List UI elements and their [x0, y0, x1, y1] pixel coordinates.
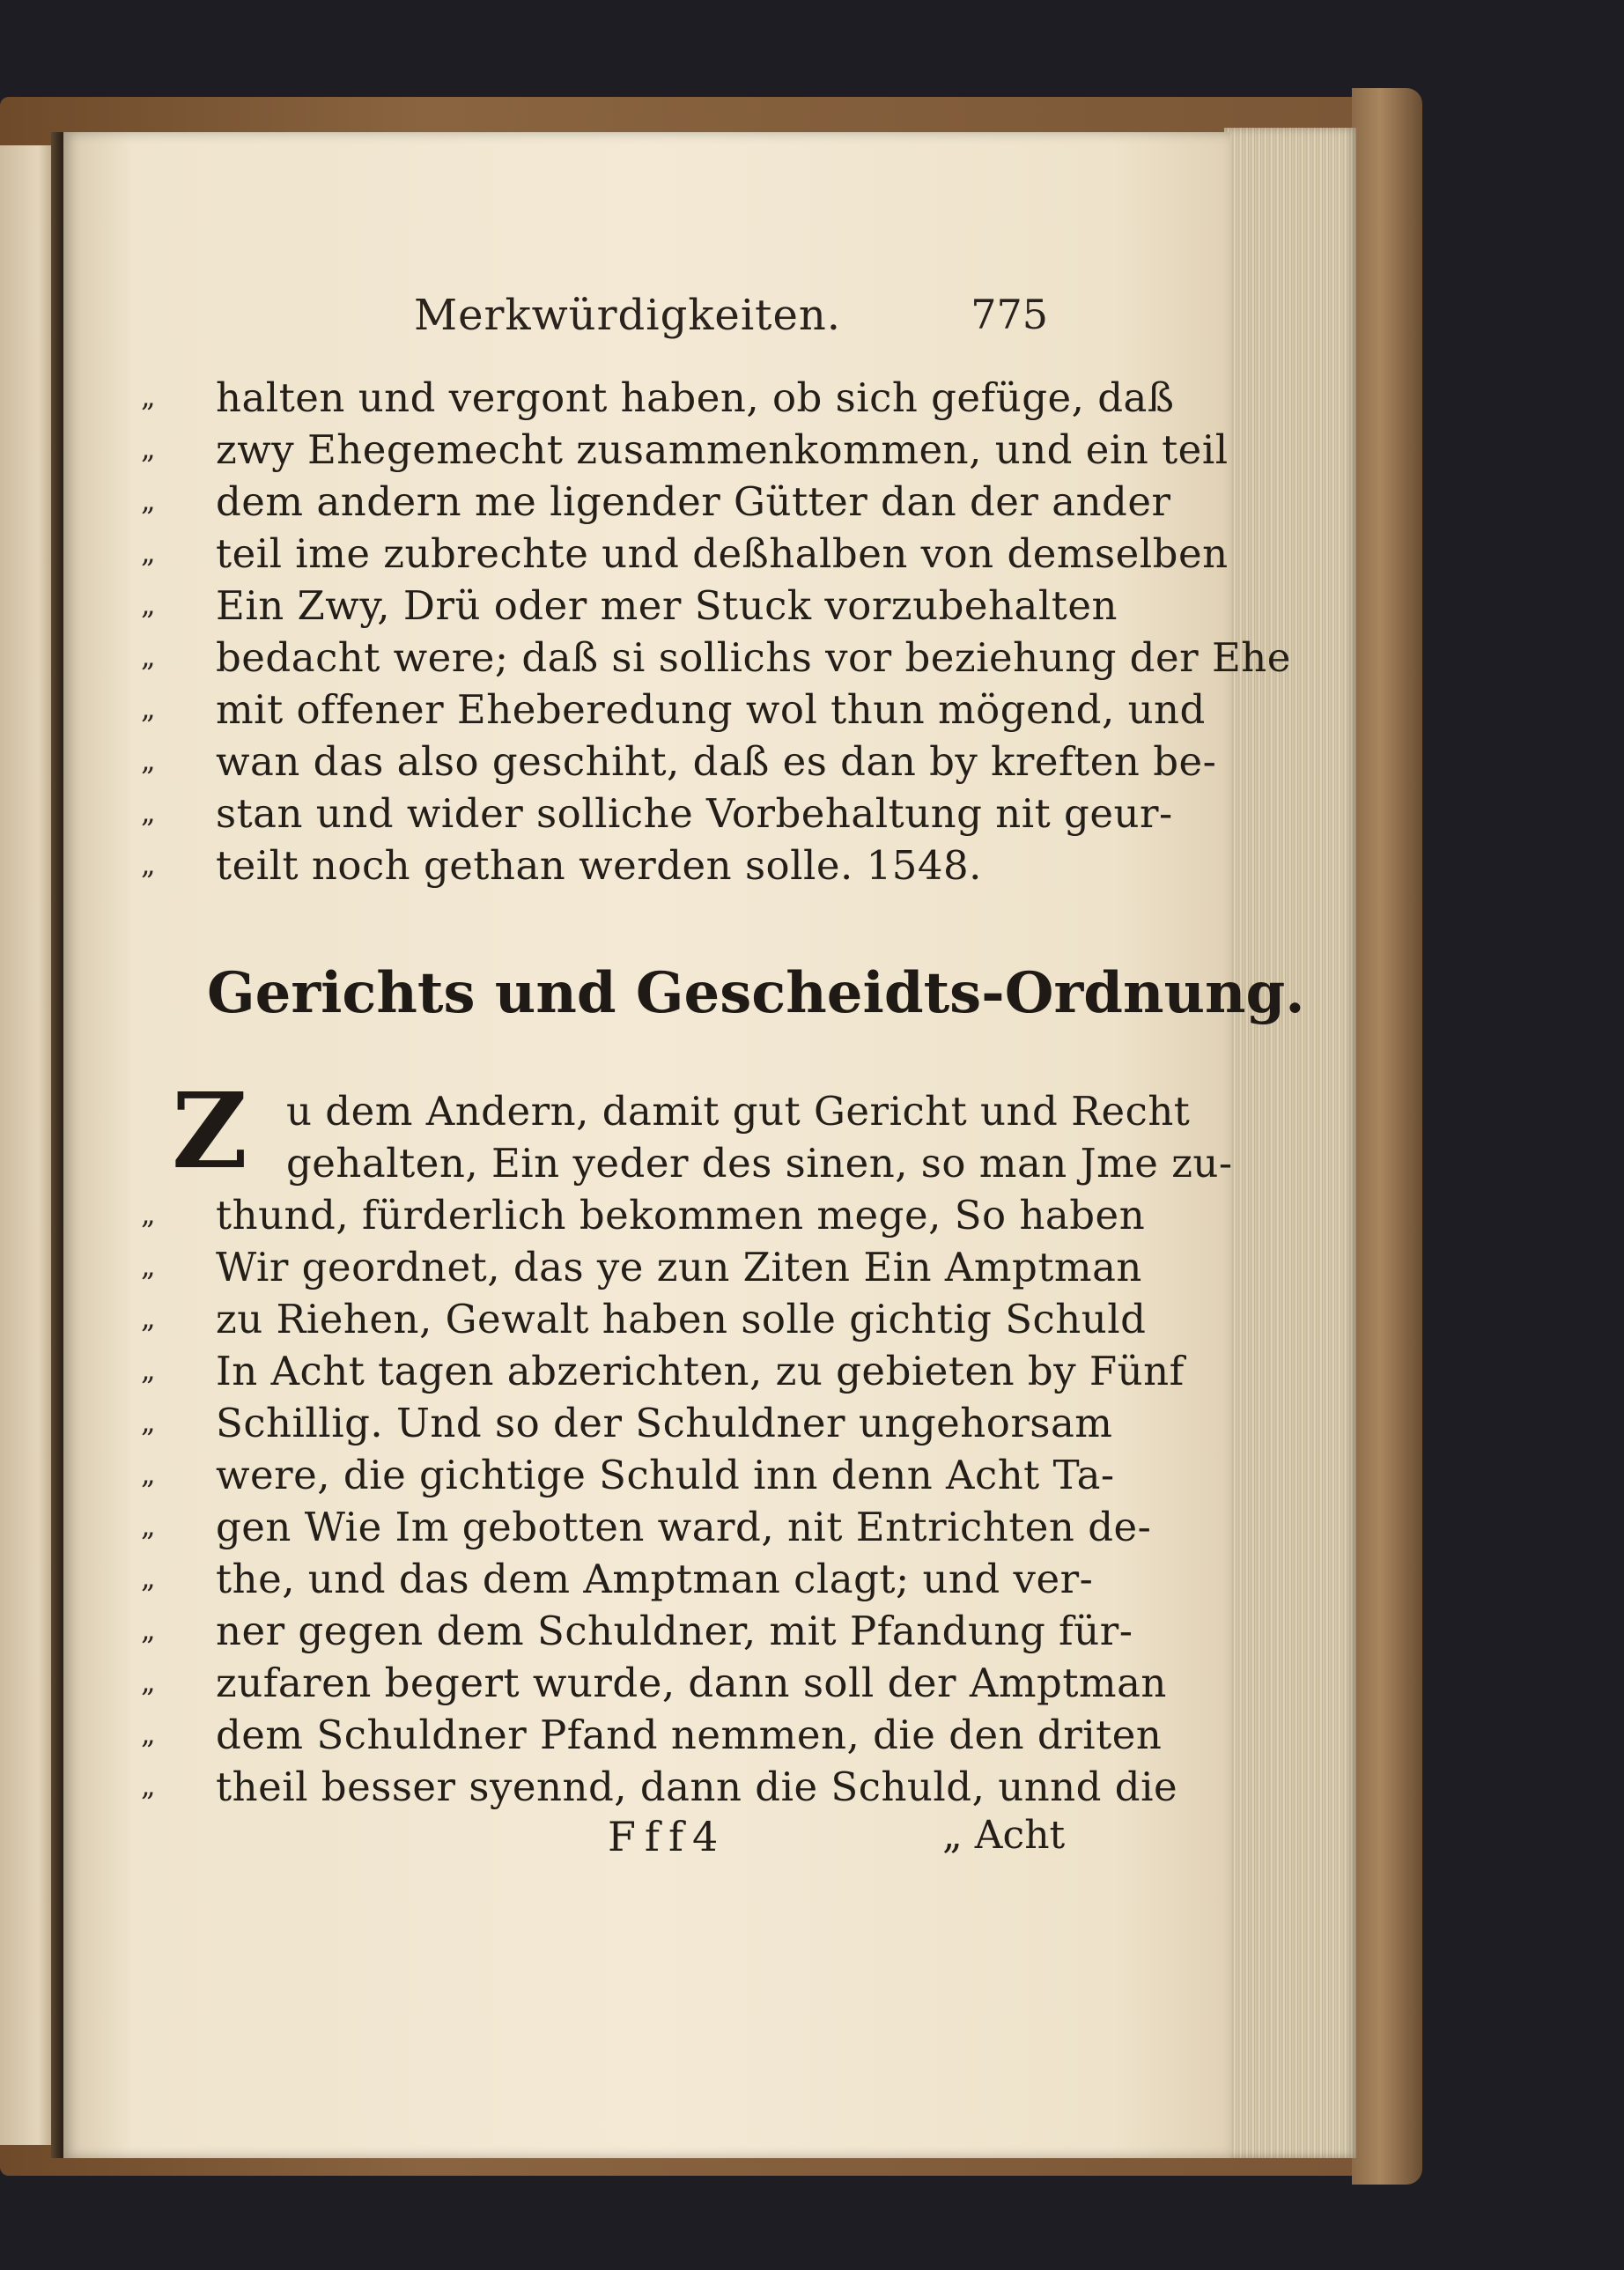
quote-mark: „ — [141, 1197, 157, 1231]
quote-mark: „ — [141, 380, 157, 413]
line-text: Wir geordnet, das ye zun Ziten Ein Amptman — [216, 1244, 1142, 1290]
quote-mark: „ — [141, 536, 157, 569]
line-text: zwy Ehegemecht zusammenkommen, und ein teil — [216, 426, 1229, 473]
quote-mark: „ — [141, 1457, 157, 1490]
page-number: 775 — [971, 291, 1048, 338]
quote-mark: „ — [141, 1509, 157, 1542]
quote-mark: „ — [141, 1717, 157, 1750]
line-text: dem Schuldner Pfand nemmen, die den driten — [216, 1712, 1163, 1758]
line-text: wan das also geschiht, daß es dan by kreften be- — [216, 738, 1217, 785]
line-text: teilt noch gethan werden solle. 1548. — [216, 842, 982, 889]
line-text: u dem Andern, damit gut Gericht und Recht — [286, 1088, 1191, 1135]
line-text: the, und das dem Amptman clagt; und ver- — [216, 1556, 1094, 1602]
line-text: Ein Zwy, Drü oder mer Stuck vorzubehalten — [216, 582, 1118, 629]
quote-mark: „ — [141, 795, 157, 829]
quote-mark: „ — [141, 1561, 157, 1594]
printer-signature: Fff4 — [608, 1813, 727, 1860]
line-text: gehalten, Ein yeder des sinen, so man Jme zu- — [286, 1140, 1233, 1187]
line-text: bedacht were; daß si sollichs vor beziehung der Ehe — [216, 634, 1291, 681]
line-text: gen Wie Im gebotten ward, nit Entrichten de- — [216, 1504, 1152, 1550]
quote-mark: „ — [141, 691, 157, 725]
left-page-edge — [0, 145, 55, 2145]
quote-mark: „ — [141, 640, 157, 673]
quote-mark: „ — [141, 1249, 157, 1283]
quote-mark: „ — [141, 1405, 157, 1438]
book-cover-edge — [1352, 88, 1422, 2185]
line-text: ner gegen dem Schuldner, mit Pfandung für- — [216, 1608, 1133, 1654]
quote-mark: „ — [141, 1665, 157, 1698]
line-text: dem andern me ligender Gütter dan der ander — [216, 478, 1171, 525]
line-text: halten und vergont haben, ob sich gefüge, daß — [216, 374, 1175, 421]
running-head: Merkwürdigkeiten. — [414, 291, 842, 340]
quote-mark: „ — [141, 588, 157, 621]
quote-mark: „ — [141, 432, 157, 465]
quote-mark: „ — [141, 1613, 157, 1646]
line-text: zu Riehen, Gewalt haben solle gichtig Schuld — [216, 1296, 1147, 1342]
line-text: Schillig. Und so der Schuldner ungehorsam — [216, 1400, 1113, 1446]
quote-mark: „ — [141, 484, 157, 517]
page-header — [414, 291, 1048, 352]
line-text: thund, fürderlich bekommen mege, So haben — [216, 1192, 1146, 1239]
quote-mark: „ — [141, 1301, 157, 1335]
quote-mark: „ — [141, 1353, 157, 1386]
quote-mark: „ — [141, 1769, 157, 1802]
line-text: zufaren begert wurde, dann soll der Amptman — [216, 1660, 1167, 1706]
text-line — [141, 842, 1083, 904]
catchword: „ Acht — [942, 1813, 1066, 1858]
section-heading: Gerichts und Gescheidts-Ordnung. — [207, 960, 1305, 1026]
line-text: In Acht tagen abzerichten, zu gebieten by Fünf — [216, 1348, 1185, 1394]
line-text: mit offener Eheberedung wol thun mögend, und — [216, 686, 1206, 733]
line-text: were, die gichtige Schuld inn denn Acht Ta- — [216, 1452, 1115, 1498]
quote-mark: „ — [141, 847, 157, 881]
line-text: theil besser syennd, dann die Schuld, unnd die — [216, 1764, 1178, 1810]
line-text: teil ime zubrechte und deßhalben von demselben — [216, 530, 1229, 577]
quote-mark: „ — [141, 743, 157, 777]
line-text: stan und wider solliche Vorbehaltung nit geur- — [216, 790, 1173, 837]
drop-capital: Z — [172, 1069, 248, 1192]
page-block-edges — [1224, 128, 1356, 2158]
